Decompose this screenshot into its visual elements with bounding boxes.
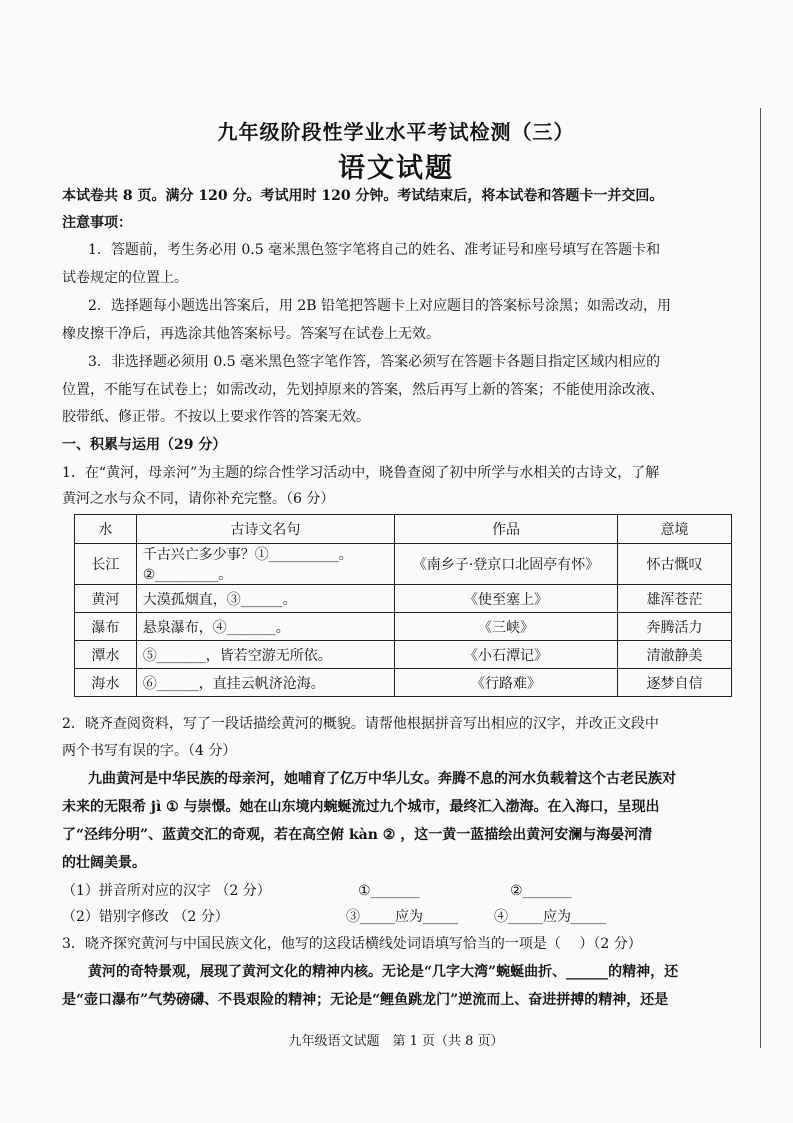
cell-water: 潭水	[75, 641, 137, 669]
notice-item-3-cont: 位置，不能写在试卷上；如需改动，先划掉原来的答案，然后再写上新的答案；不能使用涂改液、	[62, 382, 664, 398]
notice-item-1: 1．答题前，考生务必用 0.5 毫米黑色签字笔将自己的姓名、准考证号和座号填写在答题卡和	[88, 242, 661, 258]
intro-text: 本试卷共 8 页。满分 120 分。考试用时 120 分钟。考试结束后，将本试卷和答题卡一并交回。	[62, 188, 664, 204]
cell-water: 海水	[75, 669, 137, 697]
cell-poem-line: 大漠孤烟直，③______。	[136, 585, 394, 613]
cell-poem-line: 悬泉瀑布，④_______。	[136, 613, 394, 641]
cell-work: 《小石潭记》	[395, 641, 618, 669]
table-header-row	[75, 515, 732, 544]
cell-work: 《南乡子·登京口北固亭有怀》	[395, 544, 618, 585]
q2-passage-3: 了“泾纬分明”、蓝黄交汇的奇观，若在高空俯 kàn ② ，这一黄一蓝描绘出黄河安澜与海晏河清	[62, 827, 653, 843]
header-work: 作品	[395, 515, 618, 544]
cell-poem-line: ⑥______，直挂云帆济沧海。	[136, 669, 394, 697]
poem-line-1: 千古兴亡多少事？①__________。	[142, 547, 353, 563]
cell-mood: 雄浑苍茫	[617, 585, 731, 613]
section-1-heading: 一、积累与运用（29 分）	[62, 437, 227, 453]
q2-passage-2: 未来的无限希 jì ① 与崇憬。她在山东境内蜿蜒流过九个城市，最终汇入渤海。在入海口，呈现出	[62, 799, 660, 815]
q3-passage-1: 黄河的奇特景观，展现了黄河文化的精神内核。无论是“几字大湾”蜿蜒曲折、______的精神，还	[88, 964, 679, 980]
cell-work: 《行路难》	[395, 669, 618, 697]
notice-item-1-cont: 试卷规定的位置上。	[62, 270, 188, 286]
q3-passage-2: 是“壶口瀑布”气势磅礴、不畏艰险的精神；无论是“鲤鱼跳龙门”逆流而上、奋进拼搏的精神，还是	[62, 992, 669, 1008]
q2-sub2-answer-b: ④_____应为_____	[494, 909, 606, 925]
cell-mood: 怀古慨叹	[617, 544, 731, 585]
notice-item-2-cont: 橡皮擦干净后，再选涂其他答案标号。答案写在试卷上无效。	[62, 326, 440, 342]
poem-line-2: ②_________。	[142, 567, 233, 583]
question-2: 2．晓齐查阅资料，写了一段话描绘黄河的概貌。请帮他根据拼音写出相应的汉字，并改正文段中	[62, 716, 659, 732]
q2-sub1-answer-b: ②_______	[510, 883, 572, 899]
table-row	[75, 641, 732, 669]
q2-sub2-label: （2）错别字修改 （2 分）	[62, 909, 229, 925]
table-row	[75, 613, 732, 641]
cell-work: 《使至塞上》	[395, 585, 618, 613]
notice-heading: 注意事项：	[62, 215, 132, 231]
cell-poem-line: ⑤_______，皆若空游无所依。	[136, 641, 394, 669]
notice-item-2: 2．选择题每小题选出答案后，用 2B 铅笔把答题卡上对应题目的答案标号涂黑；如需改动，用	[88, 298, 672, 314]
cell-water: 长江	[75, 544, 137, 585]
q2-passage-4: 的壮阔美景。	[62, 855, 146, 871]
table-row	[75, 544, 732, 585]
question-2-cont: 两个书写有误的字。（4 分）	[62, 743, 237, 759]
page-edge-line	[760, 108, 761, 1048]
header-poem-line: 古诗文名句	[136, 515, 394, 544]
cell-mood: 奔腾活力	[617, 613, 731, 641]
question-1: 1．在“黄河，母亲河”为主题的综合性学习活动中，晓鲁查阅了初中所学与水相关的古诗文，了解	[62, 465, 660, 481]
cell-mood: 清澈静美	[617, 641, 731, 669]
table-row	[75, 585, 732, 613]
header-mood: 意境	[617, 515, 731, 544]
q2-sub2-answer-a: ③_____应为_____	[346, 909, 458, 925]
cell-water: 瀑布	[75, 613, 137, 641]
notice-item-3: 3．非选择题必须用 0.5 毫米黑色签字笔作答，答案必须写在答题卡各题目指定区域内相应的	[88, 354, 661, 370]
page-footer: 九年级语文试题 第 1 页（共 8 页）	[288, 1034, 504, 1049]
q2-sub1-label: （1）拼音所对应的汉字 （2 分）	[62, 883, 271, 899]
q2-passage-1: 九曲黄河是中华民族的母亲河，她哺育了亿万中华儿女。奔腾不息的河水负载着这个古老民族对	[88, 771, 676, 787]
table-row	[75, 669, 732, 697]
subject-title: 语文试题	[338, 153, 454, 184]
poem-table	[74, 514, 732, 697]
question-1-cont: 黄河之水与众不同，请你补充完整。（6 分）	[62, 491, 335, 507]
cell-water: 黄河	[75, 585, 137, 613]
cell-mood: 逐梦自信	[617, 669, 731, 697]
exam-title: 九年级阶段性学业水平考试检测（三）	[217, 120, 575, 144]
cell-work: 《三峡》	[395, 613, 618, 641]
q2-sub1-answer-a: ①_______	[358, 883, 420, 899]
header-water: 水	[75, 515, 137, 544]
question-3: 3．晓齐探究黄河与中国民族文化，他写的这段话横线处词语填写恰当的一项是（ ）（2 分）	[62, 936, 642, 952]
cell-poem-line	[136, 544, 394, 585]
notice-item-3-cont2: 胶带纸、修正带。不按以上要求作答的答案无效。	[62, 409, 370, 425]
